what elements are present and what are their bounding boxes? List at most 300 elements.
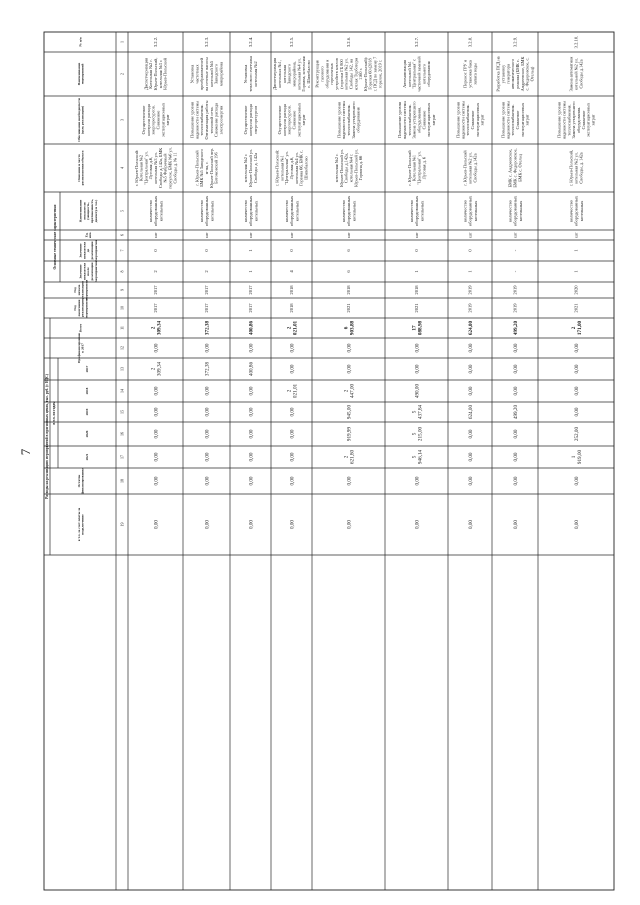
svg-text:0,00: 0,00 [289, 343, 296, 353]
cell-name [272, 56, 311, 91]
cell-location [569, 150, 585, 186]
svg-text:количество: количество [340, 200, 346, 222]
svg-text:0,00: 0,00 [248, 343, 255, 353]
svg-text:0,00: 0,00 [414, 519, 421, 530]
svg-text:энергоресурсов: энергоресурсов [252, 105, 258, 135]
svg-text:0,00: 0,00 [512, 343, 519, 353]
svg-text:оборудованных: оборудованных [414, 195, 420, 227]
svg-text:3.2.10.: 3.2.10. [573, 35, 579, 49]
svg-text:6: 6 [346, 249, 352, 252]
svg-text:0,00: 0,00 [573, 386, 580, 396]
svg-text:микрорайона: микрорайона [218, 61, 224, 87]
cell-num [204, 37, 209, 47]
svg-text:котельная №2 ул.: котельная №2 ул. [467, 152, 473, 184]
svg-text:БМК с. Федоровское,: БМК с. Федоровское, [512, 148, 518, 188]
svg-text:количество: количество [147, 200, 153, 222]
svg-text:оборудования.: оборудования. [575, 106, 581, 134]
svg-text:0,00: 0,00 [153, 343, 160, 353]
column-number [119, 119, 124, 121]
cell-indicator [243, 195, 258, 226]
header-after [79, 261, 98, 282]
svg-text:(цель реализации): (цель реализации) [80, 105, 85, 135]
cell-unit [574, 232, 579, 238]
svg-text:Снижение: Снижение [291, 110, 297, 130]
cell-end-year [248, 303, 253, 313]
svg-text:Повышение уровня: Повышение уровня [500, 102, 506, 138]
svg-text:БМК с. Отельц: БМК с. Отельц [517, 154, 523, 182]
svg-text:Снижение: Снижение [469, 110, 475, 130]
cell-start-year [204, 285, 209, 295]
svg-text:надежности системы: надежности системы [194, 100, 200, 140]
svg-text:до: до [86, 248, 91, 253]
cell-y2019 [248, 407, 254, 416]
svg-text:г. Юрьев-Польский: г. Юрьев-Польский [194, 150, 200, 186]
svg-text:4: 4 [119, 167, 125, 169]
cell-after [513, 270, 518, 272]
svg-text:горелочных: горелочных [329, 63, 335, 85]
cell-y2019 [574, 407, 580, 416]
svg-text:оборудования: оборудования [426, 61, 432, 87]
cell-y2020 [248, 429, 254, 438]
svg-text:количество: количество [242, 200, 248, 222]
svg-text:17: 17 [119, 455, 125, 459]
svg-text:0,00: 0,00 [153, 386, 160, 396]
svg-text:0: 0 [289, 249, 295, 252]
svg-text:2021: 2021 [414, 303, 420, 313]
cell-financed [468, 343, 474, 352]
cell-y2019 [513, 404, 519, 419]
cell-y2018 [513, 386, 519, 395]
svg-text:эксплуатационных: эксплуатационных [426, 102, 432, 138]
cell-financed [513, 343, 519, 352]
svg-text:17: 17 [411, 325, 418, 331]
svg-text:903,88: 903,88 [349, 320, 356, 336]
svg-text:18: 18 [119, 479, 125, 483]
svg-text:№ п/п: № п/п [78, 37, 83, 47]
cell-total [343, 320, 355, 335]
cell-location [194, 148, 218, 188]
header-start-year [73, 280, 88, 301]
svg-text:0,00: 0,00 [289, 429, 296, 439]
svg-text:частотных: частотных [194, 64, 200, 84]
svg-text:0,00: 0,00 [204, 452, 211, 462]
cell-num [414, 37, 419, 47]
svg-text:0,00: 0,00 [512, 429, 519, 439]
cell-total [411, 320, 423, 335]
svg-text:котельная №4 ул.: котельная №4 ул. [293, 152, 299, 184]
svg-text:1160 г.: 1160 г. [358, 68, 364, 80]
cell-y2017 [414, 364, 420, 373]
svg-text:0,00: 0,00 [414, 343, 421, 353]
cell-y2018 [286, 383, 298, 398]
cell-num [513, 37, 518, 47]
group-header-by-years: в т.ч. по годам [52, 401, 56, 425]
cell-before [248, 249, 253, 252]
header-in-tariff [77, 507, 85, 541]
svg-text:оборудованных: оборудованных [512, 195, 518, 227]
svg-text:2017: 2017 [153, 285, 159, 295]
svg-text:Свободы д. 142а: Свободы д. 142а [252, 152, 258, 184]
column-number [119, 367, 124, 371]
svg-text:оборудованных: оборудованных [204, 195, 210, 227]
svg-text:919,00: 919,00 [576, 449, 583, 465]
cell-end-year [346, 303, 351, 313]
svg-text:оборудования: оборудования [355, 107, 361, 133]
cell-total [150, 320, 162, 335]
svg-text:5: 5 [411, 410, 418, 414]
svg-text:Повышение уровня: Повышение уровня [556, 102, 562, 138]
svg-text:0,00: 0,00 [153, 476, 160, 486]
cell-location [334, 149, 363, 187]
svg-text:газового: газового [319, 66, 325, 82]
svg-text:затрат: затрат [590, 114, 596, 126]
svg-text:372,38: 372,38 [204, 320, 211, 336]
svg-text:3.2.6.: 3.2.6. [346, 36, 352, 48]
svg-text:1: 1 [248, 270, 254, 273]
svg-text:Юрьев-Польский: Юрьев-Польский [162, 58, 168, 90]
svg-text:мероприятий: мероприятий [80, 63, 85, 85]
svg-text:теплоснабжения.: теплоснабжения. [566, 104, 572, 136]
svg-text:Год: Год [73, 287, 78, 293]
svg-text:5: 5 [119, 210, 125, 212]
svg-text:Значение: Значение [78, 243, 83, 258]
cell-start-year [414, 285, 419, 295]
svg-text:447,00: 447,00 [349, 383, 356, 399]
cell-y2021 [468, 452, 474, 461]
svg-text:с. Шипебалово: с. Шипебалово [305, 60, 311, 88]
svg-text:1: 1 [573, 249, 579, 252]
svg-text:309,34: 309,34 [156, 361, 163, 377]
cell-purpose [501, 101, 530, 140]
svg-text:Юрьев-Польский ул.: Юрьев-Польский ул. [338, 148, 344, 188]
svg-text:0: 0 [204, 249, 210, 252]
svg-text:оборудования и: оборудования и [324, 59, 330, 89]
cell-y2021 [248, 452, 254, 461]
svg-text:котельная №2 г.: котельная №2 г. [334, 153, 340, 183]
header-indicator [79, 199, 98, 223]
svg-text:0,00: 0,00 [512, 452, 519, 462]
svg-text:"Центральная" ул.: "Центральная" ул. [416, 151, 422, 185]
svg-text:0,00: 0,00 [248, 386, 255, 396]
svg-text:микрорайона,: микрорайона, [291, 61, 297, 87]
cell-y2019 [468, 404, 474, 419]
svg-text:2017: 2017 [248, 285, 254, 295]
svg-text:расположения объекта: расположения объекта [80, 150, 85, 186]
svg-text:0: 0 [414, 249, 420, 252]
svg-text:шт: шт [414, 232, 420, 238]
svg-text:автоматического: автоматического [510, 58, 516, 90]
svg-text:энергоресурсов.: энергоресурсов. [150, 105, 156, 135]
cell-indicator [199, 195, 214, 226]
group-header-technical: Основные технические характеристики [53, 204, 57, 270]
cell-total [468, 320, 474, 335]
cell-total [513, 320, 519, 335]
svg-text:(горелки ГБ 800: (горелки ГБ 800 [338, 59, 344, 89]
svg-text:на сетевые насосы: на сетевые насосы [204, 57, 210, 91]
svg-text:Описание и место: Описание и место [76, 154, 81, 182]
svg-text:2: 2 [204, 270, 210, 273]
svg-text:котельная №3 г.: котельная №3 г. [157, 59, 163, 89]
cell-financed [346, 343, 352, 352]
svg-text:Горвина, котельная: Горвина, котельная [301, 56, 307, 92]
svg-text:Котельная №1: Котельная №1 [411, 154, 417, 182]
column-number [119, 167, 124, 169]
cell-after [414, 270, 419, 273]
svg-text:0,00: 0,00 [346, 343, 353, 353]
svg-text:Всего: Всего [78, 323, 83, 333]
svg-text:400,86: 400,86 [248, 361, 255, 377]
svg-text:Горелки 60 (2018: Горелки 60 (2018 [367, 58, 373, 90]
column-number [119, 326, 124, 330]
header-before [79, 240, 98, 261]
cell-y2021 [513, 452, 519, 461]
svg-text:0,00: 0,00 [467, 519, 474, 530]
svg-text:2: 2 [343, 455, 350, 459]
svg-text:0,00: 0,00 [153, 407, 160, 417]
svg-text:Обоснование необходимости: Обоснование необходимости [76, 98, 81, 142]
cell-name [463, 59, 478, 87]
svg-text:электроэнергии: электроэнергии [218, 105, 224, 135]
cell-location [134, 147, 178, 188]
svg-text:945,00: 945,00 [346, 404, 353, 420]
svg-text:0,00: 0,00 [573, 407, 580, 417]
svg-text:оборудования.: оборудования. [416, 106, 422, 134]
svg-text:Свободы д.142а, БМК: Свободы д.142а, БМК [157, 147, 163, 189]
svg-text:Осуществление: Осуществление [141, 105, 147, 135]
cell-y2018 [204, 386, 210, 395]
svg-text:0,00: 0,00 [573, 519, 580, 530]
svg-text:0,00: 0,00 [573, 343, 580, 353]
svg-text:0,00: 0,00 [346, 364, 353, 374]
cell-y2019 [289, 407, 295, 416]
svg-text:372,38: 372,38 [204, 361, 211, 377]
column-number [119, 234, 124, 236]
svg-text:2: 2 [343, 389, 350, 393]
svg-text:Заводского: Заводского [213, 64, 219, 84]
svg-text:надежности системы: надежности системы [460, 100, 466, 140]
svg-text:088,98: 088,98 [417, 320, 424, 336]
svg-text:Свободы д.142а: Свободы д.142а [578, 59, 584, 89]
svg-text:г. Юрьев-Польский: г. Юрьев-Польский [406, 150, 412, 186]
svg-text:0,00: 0,00 [153, 429, 160, 439]
svg-text:Реконструкция: Реконструкция [314, 60, 320, 88]
svg-text:0,00: 0,00 [248, 429, 255, 439]
svg-text:котельных: котельных [472, 200, 478, 222]
svg-text:БМК с. Андреевское,: БМК с. Андреевское, [507, 148, 513, 188]
svg-text:Замена автоматики: Замена автоматики [568, 56, 574, 92]
cell-purpose [336, 101, 360, 140]
svg-text:0,00: 0,00 [512, 476, 519, 486]
header-remainder [77, 468, 85, 494]
svg-text:309,34: 309,34 [156, 320, 163, 336]
svg-text:Свободы 142, на: Свободы 142, на [348, 58, 354, 90]
svg-text:реализации: реализации [90, 262, 95, 281]
svg-text:3.2.7.: 3.2.7. [414, 36, 420, 48]
svg-text:15: 15 [119, 410, 125, 414]
svg-text:котельная №4 г.: котельная №4 г. [348, 153, 354, 183]
column-number [119, 432, 124, 436]
cell-y2018 [468, 386, 474, 395]
svg-text:контроля расхода: контроля расхода [145, 104, 151, 136]
svg-text:2020: 2020 [573, 285, 579, 295]
svg-text:Юрьев-Польский,: Юрьев-Польский, [153, 57, 159, 91]
svg-text:в т.ч. за счет платы за: в т.ч. за счет платы за [76, 507, 81, 542]
svg-text:эксплуатационных: эксплуатационных [474, 102, 480, 138]
svg-text:0,00: 0,00 [573, 476, 580, 486]
svg-text:6: 6 [346, 270, 352, 273]
svg-text:Замена устаревшего: Замена устаревшего [571, 101, 577, 139]
svg-text:2017: 2017 [153, 303, 159, 313]
cell-name [569, 56, 584, 91]
svg-text:Перенос ГРУ и: Перенос ГРУ и [462, 60, 468, 88]
cell-y2020 [513, 429, 519, 438]
cell-num [289, 37, 294, 47]
svg-text:0,00: 0,00 [289, 519, 296, 530]
cell-y2021 [289, 452, 295, 461]
svg-text:Значение: Значение [78, 264, 83, 279]
svg-text:котельных: котельных [209, 200, 215, 222]
svg-text:0,00: 0,00 [289, 452, 296, 462]
cell-after [574, 270, 579, 273]
cell-purpose [190, 100, 224, 139]
cell-y2021 [411, 449, 423, 464]
cell-unit [153, 232, 158, 238]
svg-text:шт: шт [248, 232, 254, 238]
header-y2020 [85, 430, 89, 437]
cell-in-tariff [468, 520, 474, 529]
svg-text:после: после [86, 267, 91, 276]
cell-y2017 [248, 361, 254, 376]
svg-text:котельная №3 ул.: котельная №3 ул. [153, 152, 159, 184]
cell-y2019 [346, 404, 352, 419]
svg-text:919,99: 919,99 [346, 426, 353, 442]
svg-text:2: 2 [570, 326, 577, 330]
table-grid [44, 32, 614, 890]
svg-text:3: 3 [119, 119, 125, 121]
svg-text:устройств котлов: устройств котлов [334, 58, 340, 90]
svg-text:0: 0 [467, 249, 473, 252]
svg-text:0,00: 0,00 [414, 364, 421, 374]
cell-location [508, 148, 523, 187]
svg-text:котельных: котельных [351, 200, 357, 222]
svg-text:6: 6 [343, 326, 350, 330]
svg-text:Установка: Установка [189, 64, 195, 84]
cell-remainder [289, 476, 295, 485]
cell-total [286, 320, 298, 335]
svg-text:мероприятия: мероприятия [93, 240, 98, 261]
cell-unit [414, 232, 419, 238]
svg-text:количество: количество [198, 200, 204, 222]
svg-text:0,00: 0,00 [289, 407, 296, 417]
svg-text:5: 5 [411, 455, 418, 459]
header-financed [77, 333, 85, 364]
cell-indicator [284, 195, 299, 226]
cell-num [346, 37, 351, 47]
svg-text:Разработка ПСД на: Разработка ПСД на [495, 56, 501, 92]
svg-text:Юрьев-Польский пер.: Юрьев-Польский пер. [208, 147, 214, 189]
cell-financed [289, 343, 295, 352]
svg-text:шт: шт [573, 232, 579, 238]
svg-text:Юрьев-Польский ул.: Юрьев-Польский ул. [353, 148, 359, 188]
svg-text:Снижение расхода: Снижение расхода [213, 103, 219, 137]
svg-text:энергоресурсов.: энергоресурсов. [286, 105, 292, 135]
svg-text:Заводского: Заводского [286, 64, 292, 84]
cell-financed [204, 343, 210, 352]
svg-text:Луговая д.6,: Луговая д.6, [148, 156, 154, 180]
cell-indicator [462, 195, 477, 226]
svg-text:Юрьев-Польский ул.: Юрьев-Польский ул. [248, 148, 254, 188]
cell-y2017 [204, 361, 210, 376]
svg-text:количество: количество [568, 200, 574, 222]
svg-text:горелок, 2019 г.: горелок, 2019 г. [377, 59, 383, 89]
cell-remainder [153, 476, 159, 485]
svg-text:2018: 2018 [85, 387, 90, 395]
svg-text:Замена устаревшего: Замена устаревшего [411, 101, 417, 139]
svg-text:протяженность,: протяженность, [90, 198, 95, 224]
cell-before [289, 249, 294, 252]
cell-location [275, 150, 309, 186]
svg-text:затрат: затрат [524, 114, 530, 126]
svg-text:11: 11 [119, 326, 125, 330]
svg-text:Свободы д.142а: Свободы д.142а [472, 153, 478, 183]
cell-name [190, 57, 224, 91]
svg-text:0,00: 0,00 [467, 364, 474, 374]
svg-text:изм.: изм. [88, 231, 93, 239]
svg-text:г. Юрьев-Польский,: г. Юрьев-Польский, [568, 149, 574, 187]
header-location [77, 150, 85, 185]
svg-text:г. ПСД по замену 7: г. ПСД по замену 7 [372, 56, 378, 92]
cell-in-tariff [204, 520, 210, 529]
cell-unit [513, 232, 518, 238]
svg-text:Год: Год [73, 305, 78, 311]
svg-text:шт: шт [512, 232, 518, 238]
svg-text:215,00: 215,00 [417, 426, 424, 442]
svg-text:котельная №2 г.: котельная №2 г. [243, 153, 249, 183]
svg-text:№5 Фабричный: №5 Фабричный [162, 153, 168, 183]
cell-end-year [153, 303, 158, 313]
svg-text:Повышение уровня: Повышение уровня [189, 102, 195, 138]
svg-text:2019: 2019 [467, 285, 473, 295]
svg-text:624,00: 624,00 [467, 320, 474, 336]
header-total [79, 323, 83, 332]
cell-start-year [153, 285, 158, 295]
svg-text:2019: 2019 [512, 285, 518, 295]
cell-remainder [248, 476, 254, 485]
cell-name [496, 56, 535, 91]
svg-text:Свободы д.142а,: Свободы д.142а, [343, 152, 349, 184]
cell-y2017 [468, 364, 474, 373]
svg-text:624,00: 624,00 [467, 404, 474, 420]
cell-indicator [341, 195, 356, 226]
svg-text:г. Юрьев-Польский:: г. Юрьев-Польский: [274, 149, 280, 187]
svg-text:оборудованных: оборудованных [289, 195, 295, 227]
cell-purpose [456, 101, 485, 140]
svg-text:реализации: реализации [80, 281, 85, 299]
cell-after [153, 270, 158, 273]
cell-y2019 [204, 407, 210, 416]
cell-in-tariff [153, 520, 159, 529]
cell-indicator [507, 195, 522, 226]
cell-remainder [468, 476, 474, 485]
cell-after [204, 270, 209, 273]
header-unit [84, 232, 92, 239]
svg-text:0,00: 0,00 [467, 343, 474, 353]
cell-in-tariff [248, 520, 254, 529]
svg-text:171,00: 171,00 [576, 320, 583, 336]
table-text [73, 36, 595, 542]
svg-text:946,14: 946,14 [417, 449, 424, 465]
svg-text:Диспетчеризация: Диспетчеризация [143, 58, 149, 90]
